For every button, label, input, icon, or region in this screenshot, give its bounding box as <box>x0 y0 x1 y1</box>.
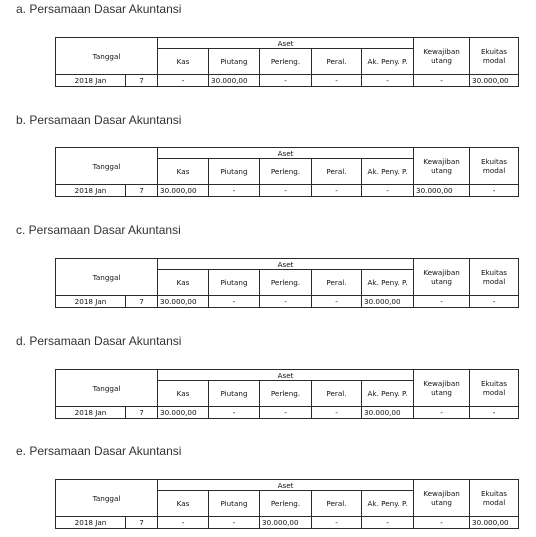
header-piutang: Piutang <box>209 159 260 185</box>
header-perleng: Perleng. <box>260 49 312 75</box>
option-c-heading: c. Persamaan Dasar Akuntansi <box>16 223 181 237</box>
perleng-cell: - <box>260 296 312 308</box>
piutang-cell: - <box>209 296 260 308</box>
header-tanggal: Tanggal <box>56 480 158 517</box>
header-ekuitas: Ekuitas modal <box>470 38 519 75</box>
ekuitas-cell: - <box>470 296 519 308</box>
day-cell: 7 <box>126 75 158 87</box>
peral-cell: - <box>312 185 362 197</box>
header-kewajiban: Kewajiban utang <box>414 38 470 75</box>
header-kewajiban: Kewajiban utang <box>414 259 470 296</box>
header-peral: Peral. <box>312 49 362 75</box>
option-b-heading: b. Persamaan Dasar Akuntansi <box>16 113 182 127</box>
header-ak-peny: Ak. Peny. P. <box>362 49 414 75</box>
date-cell: 2018 Jan <box>56 75 126 87</box>
ak-peny-cell: 30.000,00 <box>362 407 414 419</box>
header-kas: Kas <box>158 270 209 296</box>
date-cell: 2018 Jan <box>56 407 126 419</box>
header-kas: Kas <box>158 381 209 407</box>
table-row <box>56 517 519 529</box>
piutang-cell: - <box>209 407 260 419</box>
header-aset: Aset <box>158 370 414 381</box>
header-kewajiban: Kewajiban utang <box>414 480 470 517</box>
option-d-table <box>55 369 519 419</box>
table-row <box>56 296 519 308</box>
kas-cell: 30.000,00 <box>158 407 209 419</box>
day-cell: 7 <box>126 185 158 197</box>
header-kewajiban: Kewajiban utang <box>414 148 470 185</box>
header-tanggal: Tanggal <box>56 148 158 185</box>
ak-peny-cell: - <box>362 185 414 197</box>
kas-cell: - <box>158 517 209 529</box>
header-piutang: Piutang <box>209 381 260 407</box>
table-row <box>56 407 519 419</box>
ak-peny-cell: 30.000,00 <box>362 296 414 308</box>
day-cell: 7 <box>126 517 158 529</box>
peral-cell: - <box>312 296 362 308</box>
header-kas: Kas <box>158 159 209 185</box>
header-perleng: Perleng. <box>260 159 312 185</box>
day-cell: 7 <box>126 296 158 308</box>
kewajiban-cell: - <box>414 296 470 308</box>
ekuitas-cell: - <box>470 407 519 419</box>
option-d-heading: d. Persamaan Dasar Akuntansi <box>16 334 182 348</box>
option-a-heading: a. Persamaan Dasar Akuntansi <box>16 2 182 16</box>
kas-cell: 30.000,00 <box>158 296 209 308</box>
header-ekuitas: Ekuitas modal <box>470 480 519 517</box>
header-kas: Kas <box>158 49 209 75</box>
peral-cell: - <box>312 75 362 87</box>
header-piutang: Piutang <box>209 270 260 296</box>
header-perleng: Perleng. <box>260 270 312 296</box>
day-cell: 7 <box>126 407 158 419</box>
perleng-cell: - <box>260 185 312 197</box>
header-tanggal: Tanggal <box>56 38 158 75</box>
header-ekuitas: Ekuitas modal <box>470 148 519 185</box>
header-aset: Aset <box>158 38 414 49</box>
header-peral: Peral. <box>312 381 362 407</box>
header-perleng: Perleng. <box>260 491 312 517</box>
peral-cell: - <box>312 407 362 419</box>
kewajiban-cell: - <box>414 75 470 87</box>
option-c-table <box>55 258 519 308</box>
perleng-cell: 30.000,00 <box>260 517 312 529</box>
peral-cell: - <box>312 517 362 529</box>
option-a-table <box>55 37 519 87</box>
piutang-cell: 30.000,00 <box>209 75 260 87</box>
option-e-table <box>55 479 519 529</box>
header-tanggal: Tanggal <box>56 370 158 407</box>
header-peral: Peral. <box>312 159 362 185</box>
perleng-cell: - <box>260 407 312 419</box>
kas-cell: 30.000,00 <box>158 185 209 197</box>
table-row <box>56 185 519 197</box>
header-ak-peny: Ak. Peny. P. <box>362 270 414 296</box>
option-b-table <box>55 147 519 197</box>
option-e-heading: e. Persamaan Dasar Akuntansi <box>16 444 182 458</box>
header-kewajiban: Kewajiban utang <box>414 370 470 407</box>
header-piutang: Piutang <box>209 49 260 75</box>
header-aset: Aset <box>158 480 414 491</box>
header-ekuitas: Ekuitas modal <box>470 259 519 296</box>
kas-cell: - <box>158 75 209 87</box>
ak-peny-cell: - <box>362 75 414 87</box>
header-ak-peny: Ak. Peny. P. <box>362 159 414 185</box>
kewajiban-cell: - <box>414 517 470 529</box>
header-ak-peny: Ak. Peny. P. <box>362 491 414 517</box>
date-cell: 2018 Jan <box>56 185 126 197</box>
kewajiban-cell: 30.000,00 <box>414 185 470 197</box>
header-kas: Kas <box>158 491 209 517</box>
piutang-cell: - <box>209 517 260 529</box>
header-peral: Peral. <box>312 491 362 517</box>
date-cell: 2018 Jan <box>56 517 126 529</box>
ekuitas-cell: 30.000,00 <box>470 75 519 87</box>
ekuitas-cell: 30.000,00 <box>470 517 519 529</box>
header-aset: Aset <box>158 148 414 159</box>
ak-peny-cell: - <box>362 517 414 529</box>
header-peral: Peral. <box>312 270 362 296</box>
header-ak-peny: Ak. Peny. P. <box>362 381 414 407</box>
ekuitas-cell: - <box>470 185 519 197</box>
table-row <box>56 75 519 87</box>
header-piutang: Piutang <box>209 491 260 517</box>
header-tanggal: Tanggal <box>56 259 158 296</box>
piutang-cell: - <box>209 185 260 197</box>
kewajiban-cell: - <box>414 407 470 419</box>
header-aset: Aset <box>158 259 414 270</box>
header-ekuitas: Ekuitas modal <box>470 370 519 407</box>
header-perleng: Perleng. <box>260 381 312 407</box>
perleng-cell: - <box>260 75 312 87</box>
date-cell: 2018 Jan <box>56 296 126 308</box>
